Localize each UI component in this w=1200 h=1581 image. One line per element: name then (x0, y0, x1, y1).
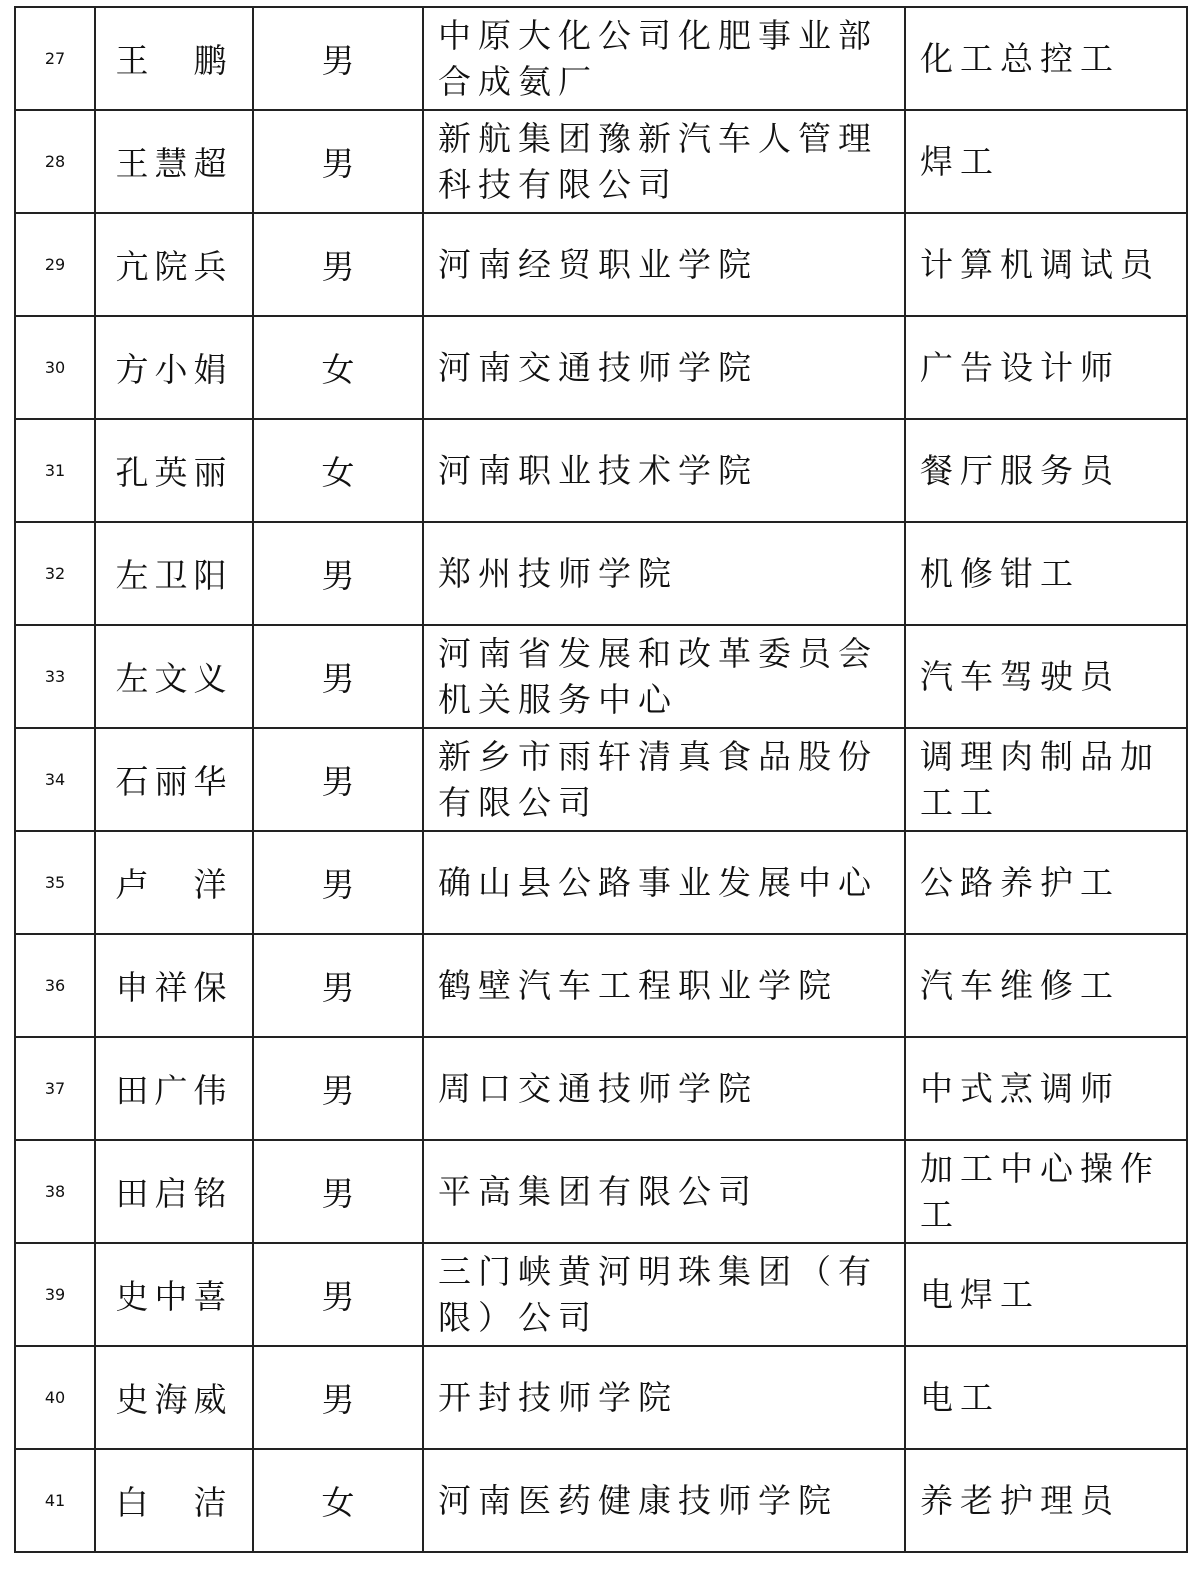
person-name-text: 左文义 (115, 659, 233, 698)
row-number-text: 41 (44, 1491, 66, 1510)
occupation-cell (905, 7, 1187, 110)
person-name-text: 卢 洋 (115, 865, 233, 904)
table-row (15, 934, 1187, 1037)
table-row (15, 1243, 1187, 1346)
row-number-cell (15, 213, 95, 316)
row-number-cell (15, 419, 95, 522)
occupation-text: 焊工 (920, 141, 1000, 181)
organization-text: 周口交通技师学院 (438, 1068, 758, 1108)
row-number-cell (15, 831, 95, 934)
gender-cell (253, 1346, 423, 1449)
gender-text: 男 (321, 1380, 355, 1419)
person-name-text: 田广伟 (115, 1071, 233, 1110)
occupation-text: 化工总控工 (920, 38, 1120, 78)
organization-text: 河南经贸职业学院 (438, 244, 758, 284)
person-name-cell (95, 831, 253, 934)
row-number-cell (15, 7, 95, 110)
occupation-text: 机修钳工 (920, 553, 1080, 593)
gender-cell (253, 1140, 423, 1243)
person-name-cell (95, 625, 253, 728)
row-number-text: 39 (44, 1285, 66, 1304)
organization-text: 鹤壁汽车工程职业学院 (438, 965, 838, 1005)
row-number-cell (15, 110, 95, 213)
occupation-text: 电焊工 (920, 1274, 1040, 1314)
organization-text: 新航集团豫新汽车人管理科技有限公司 (438, 118, 878, 204)
row-number-text: 28 (44, 152, 66, 171)
occupation-text: 汽车维修工 (920, 965, 1120, 1005)
table-row (15, 728, 1187, 831)
row-number-text: 37 (44, 1079, 66, 1098)
person-name-cell (95, 728, 253, 831)
gender-cell (253, 625, 423, 728)
occupation-cell (905, 1449, 1187, 1552)
person-name-text: 石丽华 (115, 762, 233, 801)
occupation-cell (905, 419, 1187, 522)
organization-text: 三门峡黄河明珠集团（有限）公司 (438, 1251, 878, 1337)
row-number-text: 32 (44, 564, 66, 583)
occupation-cell (905, 1140, 1187, 1243)
occupation-cell (905, 316, 1187, 419)
gender-cell (253, 419, 423, 522)
row-number-text: 40 (44, 1388, 66, 1407)
table-row (15, 7, 1187, 110)
gender-cell (253, 522, 423, 625)
person-name-cell (95, 213, 253, 316)
roster-table-body (15, 7, 1187, 1552)
organization-text: 确山县公路事业发展中心 (438, 862, 878, 902)
table-row (15, 1140, 1187, 1243)
gender-text: 女 (321, 453, 355, 492)
gender-cell (253, 1243, 423, 1346)
gender-cell (253, 1037, 423, 1140)
row-number-text: 38 (44, 1182, 66, 1201)
gender-text: 女 (321, 350, 355, 389)
table-row (15, 110, 1187, 213)
occupation-text: 电工 (920, 1377, 1000, 1417)
organization-text: 河南省发展和改革委员会机关服务中心 (438, 633, 878, 719)
gender-text: 男 (321, 762, 355, 801)
occupation-text: 餐厅服务员 (920, 450, 1120, 490)
person-name-cell (95, 7, 253, 110)
occupation-cell (905, 1243, 1187, 1346)
occupation-cell (905, 1037, 1187, 1140)
occupation-cell (905, 728, 1187, 831)
row-number-text: 36 (44, 976, 66, 995)
organization-cell (423, 213, 905, 316)
organization-text: 郑州技师学院 (438, 553, 678, 593)
row-number-text: 31 (44, 461, 66, 480)
person-name-text: 白 洁 (115, 1483, 233, 1522)
organization-text: 中原大化公司化肥事业部合成氨厂 (438, 15, 878, 101)
occupation-text: 加工中心操作工 (920, 1148, 1160, 1234)
organization-text: 河南医药健康技师学院 (438, 1480, 838, 1520)
organization-cell (423, 110, 905, 213)
person-name-cell (95, 419, 253, 522)
person-name-text: 左卫阳 (115, 556, 233, 595)
occupation-cell (905, 522, 1187, 625)
row-number-cell (15, 1037, 95, 1140)
occupation-text: 广告设计师 (920, 347, 1120, 387)
gender-text: 男 (321, 556, 355, 595)
gender-cell (253, 7, 423, 110)
table-row (15, 1037, 1187, 1140)
occupation-cell (905, 831, 1187, 934)
organization-cell (423, 419, 905, 522)
gender-cell (253, 831, 423, 934)
organization-text: 新乡市雨轩清真食品股份有限公司 (438, 736, 878, 822)
row-number-cell (15, 728, 95, 831)
person-name-text: 史中喜 (115, 1277, 233, 1316)
gender-text: 男 (321, 968, 355, 1007)
gender-text: 男 (321, 144, 355, 183)
organization-cell (423, 522, 905, 625)
person-name-cell (95, 1449, 253, 1552)
gender-cell (253, 728, 423, 831)
gender-text: 男 (321, 1071, 355, 1110)
organization-cell (423, 728, 905, 831)
row-number-text: 27 (44, 49, 66, 68)
occupation-cell (905, 934, 1187, 1037)
gender-cell (253, 934, 423, 1037)
organization-cell (423, 7, 905, 110)
occupation-text: 中式烹调师 (920, 1068, 1120, 1108)
person-name-cell (95, 934, 253, 1037)
row-number-text: 29 (44, 255, 66, 274)
occupation-cell (905, 625, 1187, 728)
roster-table (14, 6, 1188, 1553)
row-number-text: 30 (44, 358, 66, 377)
gender-text: 男 (321, 1174, 355, 1213)
occupation-text: 公路养护工 (920, 862, 1120, 902)
gender-cell (253, 1449, 423, 1552)
occupation-cell (905, 213, 1187, 316)
gender-text: 男 (321, 865, 355, 904)
gender-text: 男 (321, 659, 355, 698)
table-row (15, 419, 1187, 522)
person-name-text: 方小娟 (115, 350, 233, 389)
row-number-cell (15, 1140, 95, 1243)
person-name-text: 申祥保 (115, 968, 233, 1007)
gender-cell (253, 316, 423, 419)
row-number-cell (15, 1243, 95, 1346)
gender-text: 男 (321, 1277, 355, 1316)
row-number-cell (15, 1449, 95, 1552)
person-name-cell (95, 110, 253, 213)
organization-cell (423, 934, 905, 1037)
row-number-text: 34 (44, 770, 66, 789)
organization-text: 开封技师学院 (438, 1377, 678, 1417)
occupation-cell (905, 110, 1187, 213)
organization-cell (423, 316, 905, 419)
person-name-cell (95, 1037, 253, 1140)
occupation-text: 调理肉制品加工工 (920, 736, 1160, 822)
person-name-cell (95, 1346, 253, 1449)
gender-text: 男 (321, 41, 355, 80)
person-name-text: 孔英丽 (115, 453, 233, 492)
table-row (15, 213, 1187, 316)
organization-cell (423, 1140, 905, 1243)
organization-text: 平高集团有限公司 (438, 1171, 758, 1211)
person-name-text: 田启铭 (115, 1174, 233, 1213)
row-number-cell (15, 934, 95, 1037)
organization-cell (423, 625, 905, 728)
gender-text: 男 (321, 247, 355, 286)
organization-cell (423, 1449, 905, 1552)
person-name-text: 史海威 (115, 1380, 233, 1419)
gender-text: 女 (321, 1483, 355, 1522)
person-name-cell (95, 522, 253, 625)
gender-cell (253, 213, 423, 316)
person-name-text: 王慧超 (115, 144, 233, 183)
person-name-text: 亢院兵 (115, 247, 233, 286)
organization-cell (423, 831, 905, 934)
gender-cell (253, 110, 423, 213)
table-row (15, 1346, 1187, 1449)
organization-text: 河南交通技师学院 (438, 347, 758, 387)
table-row (15, 522, 1187, 625)
occupation-text: 养老护理员 (920, 1480, 1120, 1520)
table-row (15, 831, 1187, 934)
row-number-text: 35 (44, 873, 66, 892)
person-name-cell (95, 1140, 253, 1243)
person-name-cell (95, 316, 253, 419)
occupation-text: 计算机调试员 (920, 244, 1160, 284)
person-name-text: 王 鹏 (115, 41, 233, 80)
person-name-cell (95, 1243, 253, 1346)
table-row (15, 1449, 1187, 1552)
organization-cell (423, 1037, 905, 1140)
organization-text: 河南职业技术学院 (438, 450, 758, 490)
organization-cell (423, 1346, 905, 1449)
row-number-cell (15, 316, 95, 419)
organization-cell (423, 1243, 905, 1346)
row-number-cell (15, 522, 95, 625)
row-number-text: 33 (44, 667, 66, 686)
table-row (15, 316, 1187, 419)
occupation-text: 汽车驾驶员 (920, 656, 1120, 696)
table-row (15, 625, 1187, 728)
row-number-cell (15, 625, 95, 728)
occupation-cell (905, 1346, 1187, 1449)
row-number-cell (15, 1346, 95, 1449)
